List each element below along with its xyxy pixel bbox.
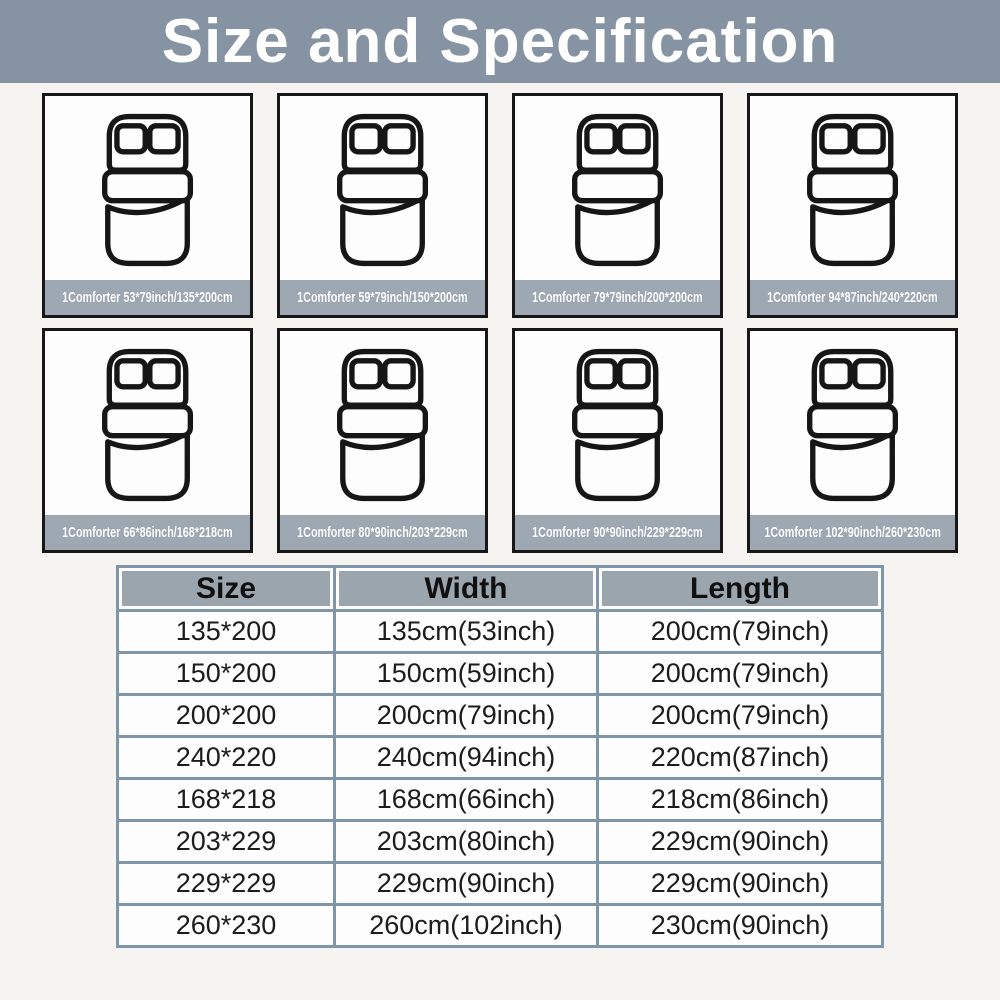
cell-size: 240*220 (118, 737, 335, 779)
card-size-label-bar (750, 280, 955, 315)
cell-size: 260*230 (118, 905, 335, 947)
card-size-label: 1Comforter 53*79inch/135*200cm (62, 289, 233, 306)
cell-size: 150*200 (118, 653, 335, 695)
cell-width: 240cm(94inch) (335, 737, 598, 779)
cell-length: 200cm(79inch) (598, 653, 883, 695)
bed-diagram-icon (280, 96, 485, 280)
card-size-label-bar (515, 280, 720, 315)
table-row (118, 779, 883, 821)
table-row (118, 821, 883, 863)
cell-length: 200cm(79inch) (598, 695, 883, 737)
size-cards-grid (42, 93, 958, 553)
cell-width: 168cm(66inch) (335, 779, 598, 821)
card-size-label: 1Comforter 80*90inch/203*229cm (297, 524, 468, 541)
card-size-label: 1Comforter 94*87inch/240*220cm (767, 289, 938, 306)
card-size-label-bar (45, 280, 250, 315)
table-row (118, 695, 883, 737)
cell-size: 135*200 (118, 611, 335, 653)
col-header-size: Size (122, 571, 330, 606)
cell-width: 229cm(90inch) (335, 863, 598, 905)
bed-diagram-icon (750, 96, 955, 280)
card-size-label: 1Comforter 66*86inch/168*218cm (62, 524, 233, 541)
cell-size: 203*229 (118, 821, 335, 863)
bed-diagram-icon (45, 96, 250, 280)
cell-length: 229cm(90inch) (598, 821, 883, 863)
cell-length: 218cm(86inch) (598, 779, 883, 821)
bed-diagram-icon (750, 331, 955, 515)
size-card (747, 93, 958, 318)
cell-size: 168*218 (118, 779, 335, 821)
size-card (42, 328, 253, 553)
table-row (118, 737, 883, 779)
table-header-row (118, 567, 883, 611)
size-card (747, 328, 958, 553)
table-row (118, 611, 883, 653)
cell-width: 203cm(80inch) (335, 821, 598, 863)
card-size-label-bar (750, 515, 955, 550)
bed-diagram-icon (515, 331, 720, 515)
col-header-length: Length (602, 571, 878, 606)
bed-diagram-icon (280, 331, 485, 515)
size-card (512, 328, 723, 553)
cell-width: 200cm(79inch) (335, 695, 598, 737)
card-size-label: 1Comforter 90*90inch/229*229cm (532, 524, 703, 541)
bed-diagram-icon (515, 96, 720, 280)
col-header-width: Width (339, 571, 593, 606)
cell-size: 200*200 (118, 695, 335, 737)
card-size-label: 1Comforter 79*79inch/200*200cm (532, 289, 703, 306)
bed-diagram-icon (45, 331, 250, 515)
size-card (512, 93, 723, 318)
table-row (118, 863, 883, 905)
table-row (118, 905, 883, 947)
cell-width: 260cm(102inch) (335, 905, 598, 947)
card-size-label-bar (45, 515, 250, 550)
spec-table (116, 565, 884, 948)
cell-length: 229cm(90inch) (598, 863, 883, 905)
table-row (118, 653, 883, 695)
size-card (42, 93, 253, 318)
card-size-label-bar (280, 280, 485, 315)
card-size-label: 1Comforter 59*79inch/150*200cm (297, 289, 468, 306)
card-size-label-bar (280, 515, 485, 550)
card-size-label: 1Comforter 102*90inch/260*230cm (764, 524, 941, 541)
card-size-label-bar (515, 515, 720, 550)
cell-length: 230cm(90inch) (598, 905, 883, 947)
cell-length: 200cm(79inch) (598, 611, 883, 653)
cell-width: 150cm(59inch) (335, 653, 598, 695)
size-card (277, 328, 488, 553)
cell-size: 229*229 (118, 863, 335, 905)
size-card (277, 93, 488, 318)
page-title: Size and Specification (161, 7, 839, 76)
cell-length: 220cm(87inch) (598, 737, 883, 779)
cell-width: 135cm(53inch) (335, 611, 598, 653)
title-banner (0, 0, 1000, 83)
